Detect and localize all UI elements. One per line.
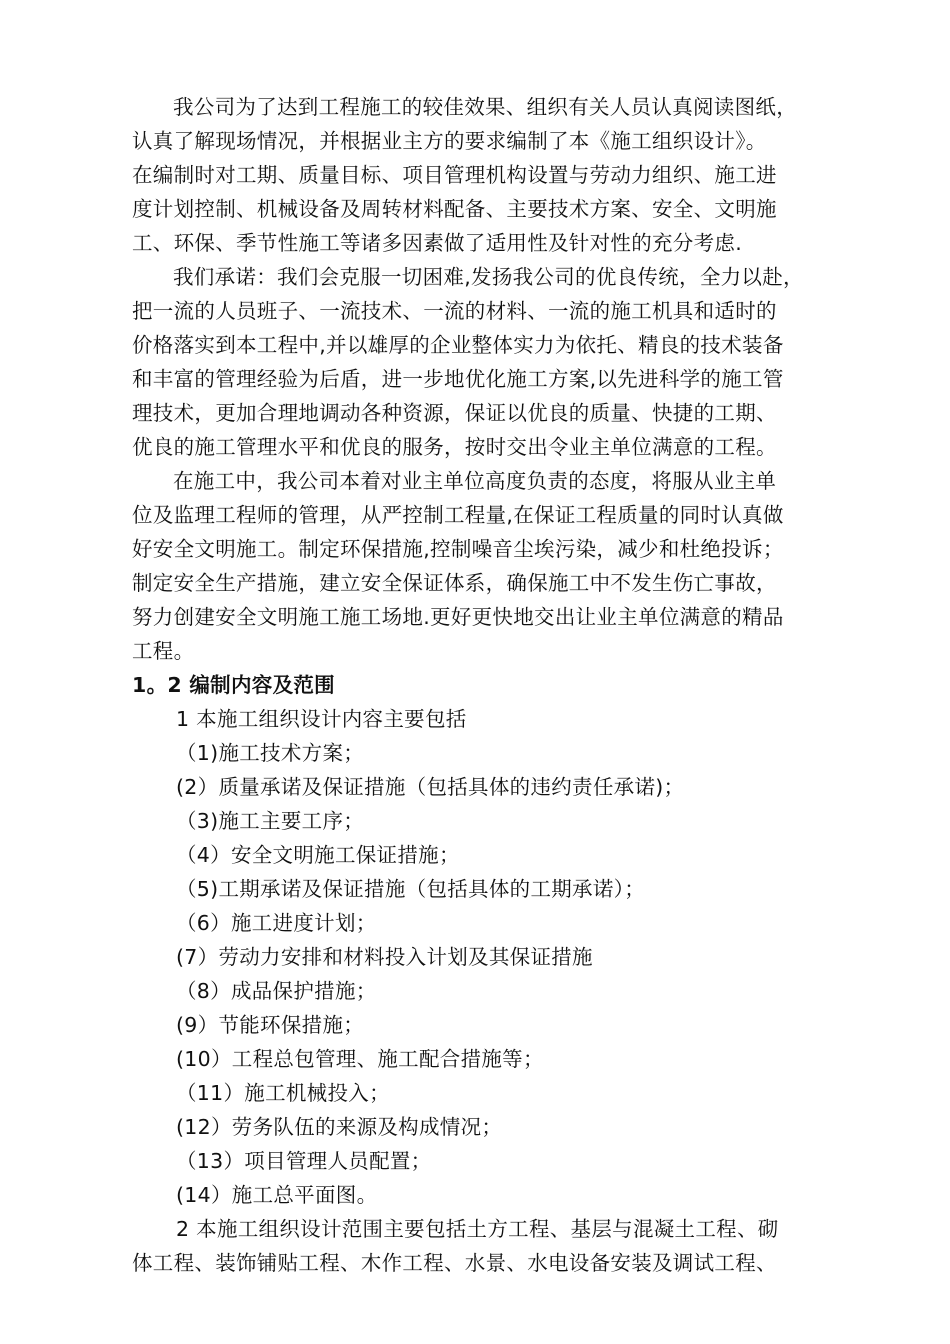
section-heading: 1。2 编制内容及范围 — [132, 673, 335, 697]
list-item: （6）施工进度计划； — [176, 911, 377, 935]
para2-line-2: 把一流的人员班子、一流技术、一流的材料、一流的施工机具和适时的 — [132, 299, 777, 323]
para1-line-1: 我公司为了达到工程施工的较佳效果、组织有关人员认真阅读图纸， — [173, 95, 797, 119]
list-item: (12）劳务队伍的来源及构成情况； — [176, 1115, 503, 1139]
para3-line-4: 制定安全生产措施，建立安全保证体系，确保施工中不发生伤亡事故， — [132, 571, 777, 595]
list-item: （5)工期承诺及保证措施（包括具体的工期承诺）； — [176, 877, 645, 901]
item2-line-2: 体工程、装饰铺贴工程、木作工程、水景、水电设备安装及调试工程、 — [132, 1251, 777, 1275]
para2-line-4: 和丰富的管理经验为后盾，进一步地优化施工方案,以先进科学的施工管 — [132, 367, 784, 391]
para1-line-3: 在编制时对工期、质量目标、项目管理机构设置与劳动力组织、施工进 — [132, 163, 777, 187]
para1-line-4: 度计划控制、机械设备及周转材料配备、主要技术方案、安全、文明施 — [132, 197, 777, 221]
item2-line-1: 2 本施工组织设计范围主要包括土方工程、基层与混凝土工程、砌 — [176, 1217, 779, 1241]
list-item: (10）工程总包管理、施工配合措施等； — [176, 1047, 544, 1071]
list-item: （11）施工机械投入； — [176, 1081, 390, 1105]
list-item: (14）施工总平面图。 — [176, 1183, 378, 1207]
list-item: （3)施工主要工序； — [176, 809, 365, 833]
item1-intro: 1 本施工组织设计内容主要包括 — [176, 707, 467, 731]
list-item: （8）成品保护措施； — [176, 979, 377, 1003]
para2-line-5: 理技术，更加合理地调动各种资源，保证以优良的质量、快捷的工期、 — [132, 401, 777, 425]
para2-line-6: 优良的施工管理水平和优良的服务，按时交出令业主单位满意的工程。 — [132, 435, 777, 459]
list-item: （4）安全文明施工保证措施； — [176, 843, 460, 867]
list-item: (2）质量承诺及保证措施（包括具体的违约责任承诺)； — [176, 775, 685, 799]
para3-line-1: 在施工中，我公司本着对业主单位高度负责的态度，将服从业主单 — [173, 469, 777, 493]
list-item: （13）项目管理人员配置； — [176, 1149, 432, 1173]
list-item: (7）劳动力安排和材料投入计划及其保证措施 — [176, 945, 593, 969]
list-item: (9）节能环保措施； — [176, 1013, 365, 1037]
para3-line-2: 位及监理工程师的管理，从严控制工程量,在保证工程质量的同时认真做 — [132, 503, 784, 527]
list-item: （1)施工技术方案； — [176, 741, 365, 765]
para2-line-1: 我们承诺：我们会克服一切困难,发扬我公司的优良传统，全力以赴， — [173, 265, 804, 289]
para2-line-3: 价格落实到本工程中,并以雄厚的企业整体实力为依托、精良的技术装备 — [132, 333, 784, 357]
para3-line-3: 好安全文明施工。制定环保措施,控制噪音尘埃污染，减少和杜绝投诉； — [132, 537, 784, 561]
para3-line-6: 工程。 — [132, 639, 195, 663]
para1-line-2: 认真了解现场情况，并根据业主方的要求编制了本《施工组织设计》。 — [132, 129, 767, 153]
para3-line-5: 努力创建安全文明施工施工场地.更好更快地交出让业主单位满意的精品 — [132, 605, 784, 629]
para1-line-5: 工、环保、季节性施工等诸多因素做了适用性及针对性的充分考虑. — [132, 231, 743, 255]
